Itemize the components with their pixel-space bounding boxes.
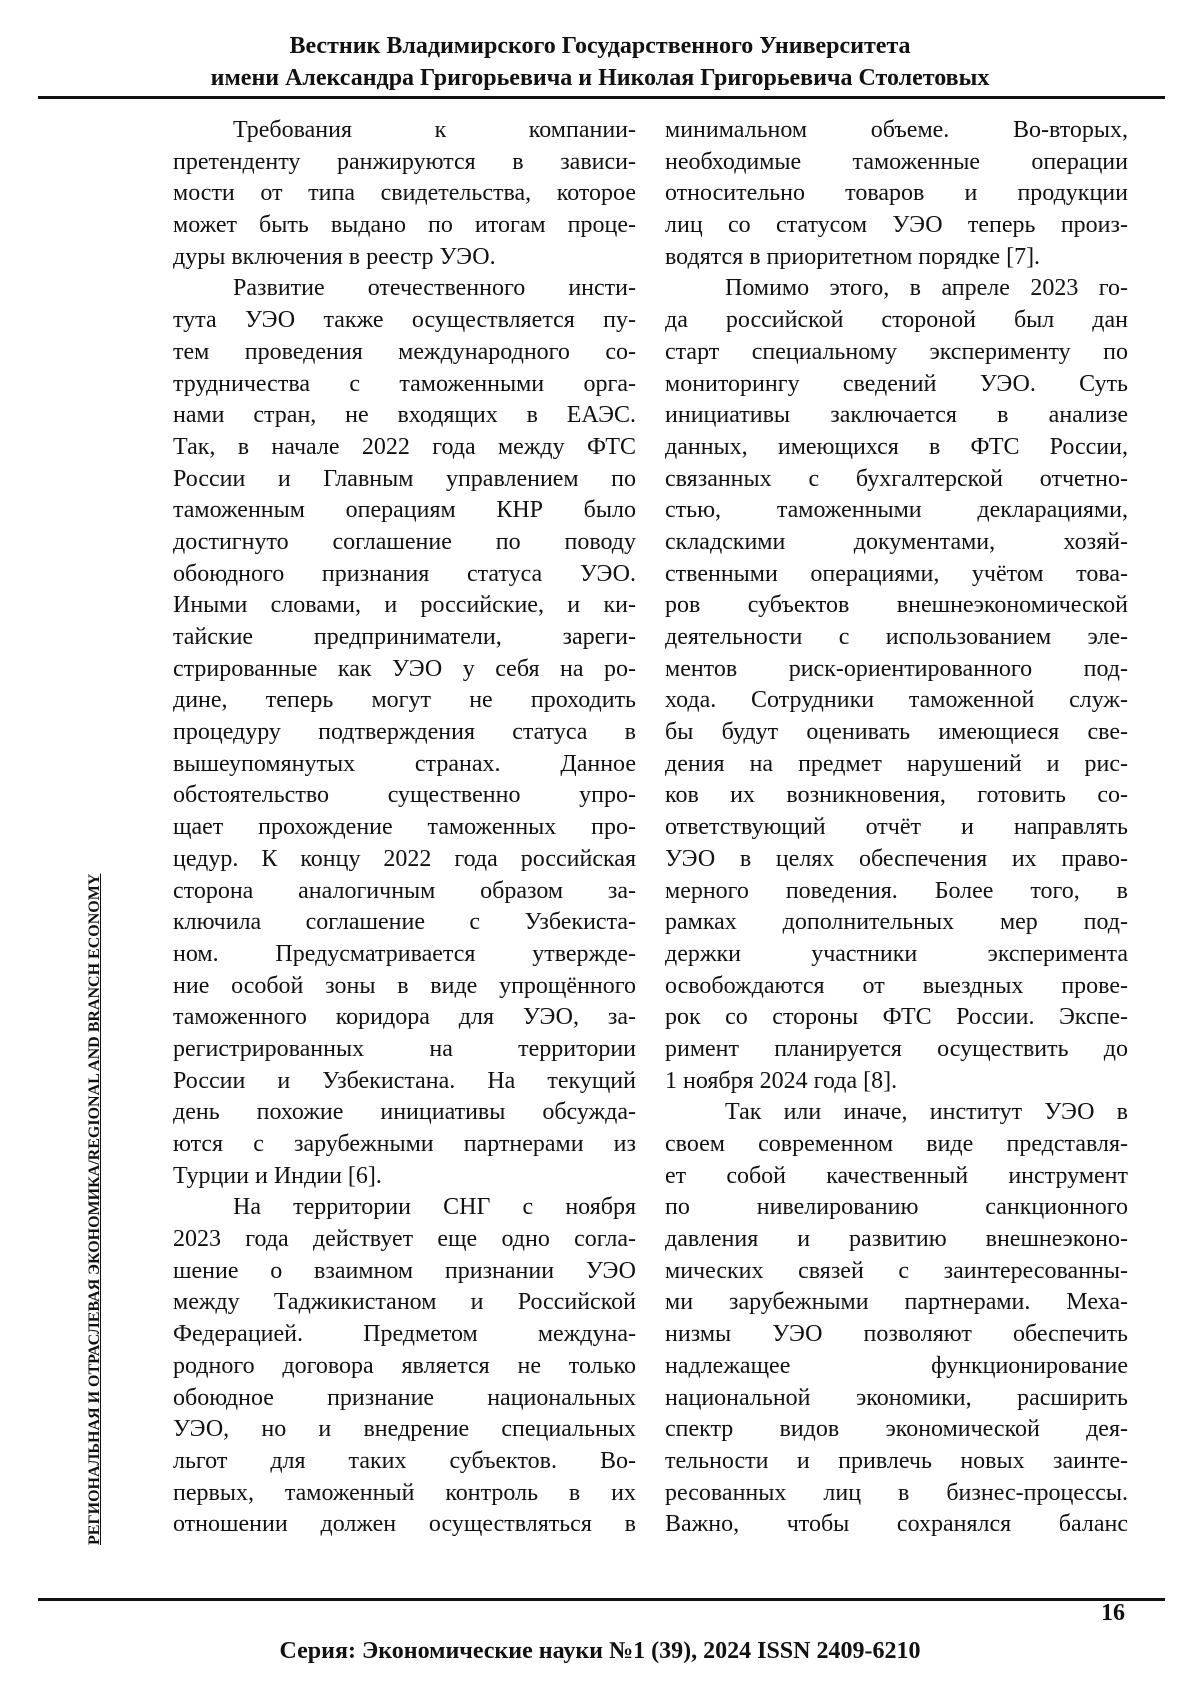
page-number: 16 <box>1101 1600 1125 1626</box>
text-line: тем проведения международного со- <box>173 338 636 365</box>
journal-header <box>0 30 1200 94</box>
text-line: ми зарубежными партнерами. Меха- <box>665 1289 1128 1316</box>
text-line: держки участники эксперимента <box>665 940 1128 967</box>
text-line: Иными словами, и российские, и ки- <box>173 592 636 619</box>
text-line: мических связей с заинтересованны- <box>665 1257 1128 1284</box>
text-line: Турции и Индии [6]. <box>173 1162 382 1189</box>
text-line: складскими документами, хозяй- <box>665 528 1128 555</box>
text-line: Помимо этого, в апреле 2023 го- <box>725 275 1128 302</box>
text-line: низмы УЭО позволяют обеспечить <box>665 1321 1128 1348</box>
text-line: цедур. К концу 2022 года российская <box>173 845 636 872</box>
text-line: ков их возникновения, готовить со- <box>665 782 1128 809</box>
text-line: между Таджикистаном и Российской <box>173 1289 636 1316</box>
text-line: тута УЭО также осуществляется пу- <box>173 307 636 334</box>
text-line: УЭО, но и внедрение специальных <box>173 1416 636 1443</box>
text-line: римент планируется осуществить до <box>665 1035 1128 1062</box>
text-line: по нивелированию санкционного <box>665 1194 1128 1221</box>
text-line: ключила соглашение с Узбекиста- <box>173 909 636 936</box>
text-line: надлежащее функционирование <box>665 1352 1128 1379</box>
text-line: тайские предприниматели, зареги- <box>173 624 636 650</box>
text-line: ресованных лиц в бизнес-процессы. <box>665 1479 1128 1506</box>
text-line: Так, в начале 2022 года между ФТС <box>173 433 636 460</box>
text-line: Требования к компании- <box>233 117 636 143</box>
text-line: ров субъектов внешнеэкономической <box>665 592 1128 619</box>
text-line: давления и развитию внешнеэконо- <box>665 1226 1128 1253</box>
text-line: мерного поведения. Более того, в <box>665 877 1128 904</box>
text-line: процедуру подтверждения статуса в <box>173 719 636 746</box>
text-line: дения на предмет нарушений и рис- <box>665 750 1128 777</box>
text-line: дине, теперь могут не проходить <box>173 687 636 714</box>
text-line: может быть выдано по итогам проце- <box>173 212 636 239</box>
text-line: ются с зарубежными партнерами из <box>173 1131 636 1157</box>
text-line: На территории СНГ с ноября <box>233 1194 636 1221</box>
journal-title-line-2: имени Александра Григорьевича и Николая Григорьевича Столетовых <box>210 65 990 91</box>
text-line: минимальном объеме. Во-вторых, <box>665 117 1128 143</box>
text-line: России и Главным управлением по <box>173 465 636 492</box>
text-line: Федерацией. Предметом междуна- <box>173 1321 636 1348</box>
text-line: мости от типа свидетельства, которое <box>173 180 636 207</box>
text-line: Так или иначе, институт УЭО в <box>725 1099 1128 1126</box>
text-line: ет собой качественный инструмент <box>665 1162 1128 1189</box>
text-line: трудничества с таможенными орга- <box>173 370 636 397</box>
text-line: дуры включения в реестр УЭО. <box>173 243 496 270</box>
text-line: Важно, чтобы сохранялся баланс <box>665 1511 1128 1538</box>
text-line: обоюдное признание национальных <box>173 1384 636 1411</box>
text-line: шение о взаимном признании УЭО <box>173 1257 636 1284</box>
text-line: ние особой зоны в виде упрощённого <box>173 972 636 999</box>
text-line: рамках дополнительных мер под- <box>665 909 1128 936</box>
series-footer: Серия: Экономические науки №1 (39), 2024 ISSN 2409-6210 <box>279 1638 921 1664</box>
text-line: претенденту ранжируются в зависи- <box>173 148 636 175</box>
text-line: хода. Сотрудники таможенной служ- <box>665 687 1128 714</box>
text-line: необходимые таможенные операции <box>665 148 1128 175</box>
text-line: обоюдного признания статуса УЭО. <box>173 560 636 587</box>
text-line: нами стран, не входящих в ЕАЭС. <box>173 402 636 429</box>
text-line: стью, таможенными декларациями, <box>665 497 1128 524</box>
text-line: лиц со статусом УЭО теперь произ- <box>665 212 1128 239</box>
text-line: освобождаются от выездных прове- <box>665 972 1128 999</box>
text-line: щает прохождение таможенных про- <box>173 814 636 841</box>
text-line: ственными операциями, учётом това- <box>665 560 1128 587</box>
text-line: стрированные как УЭО у себя на ро- <box>173 655 636 682</box>
text-line: день похожие инициативы обсужда- <box>173 1099 636 1126</box>
text-line: достигнуто соглашение по поводу <box>173 528 636 555</box>
left-text-column <box>173 115 636 1541</box>
text-line: связанных с бухгалтерской отчетно- <box>665 465 1128 492</box>
text-line: родного договора является не только <box>173 1352 636 1379</box>
text-line: Развитие отечественного инсти- <box>233 275 636 302</box>
footer-divider <box>38 1598 1165 1601</box>
journal-title-line-1: Вестник Владимирского Государственного Университета <box>289 33 911 59</box>
text-line: тельности и привлечь новых заинте- <box>665 1447 1128 1474</box>
text-line: 2023 года действует еще одно согла- <box>173 1226 636 1253</box>
text-line: 1 ноября 2024 года [8]. <box>665 1067 898 1094</box>
text-line: мониторингу сведений УЭО. Суть <box>665 370 1128 397</box>
header-divider <box>38 96 1165 99</box>
right-text-column <box>665 115 1128 1541</box>
text-line: первых, таможенный контроль в их <box>173 1479 636 1506</box>
text-line: национальной экономики, расширить <box>665 1384 1128 1411</box>
text-line: относительно товаров и продукции <box>665 180 1128 207</box>
text-line: старт специальному эксперименту по <box>665 338 1128 365</box>
text-line: ном. Предусматривается утвержде- <box>173 940 636 967</box>
text-line: бы будут оценивать имеющиеся све- <box>665 719 1128 746</box>
text-line: таможенным операциям КНР было <box>173 497 636 524</box>
text-line: данных, имеющихся в ФТС России, <box>665 433 1128 460</box>
text-line: отношении должен осуществляться в <box>173 1511 636 1538</box>
text-line: таможенного коридора для УЭО, за- <box>173 1004 636 1031</box>
text-line: рок со стороны ФТС России. Экспе- <box>665 1004 1128 1031</box>
text-line: обстоятельство существенно упро- <box>173 782 636 809</box>
text-line: России и Узбекистана. На текущий <box>173 1067 636 1094</box>
text-line: ментов риск-ориентированного под- <box>665 655 1128 682</box>
text-line: своем современном виде представля- <box>665 1131 1128 1157</box>
text-line: инициативы заключается в анализе <box>665 402 1128 429</box>
text-line: сторона аналогичным образом за- <box>173 877 636 904</box>
text-line: регистрированных на территории <box>173 1035 636 1062</box>
side-section-label: РЕГИОНАЛЬНАЯ И ОТРАСЛЕВАЯ ЭКОНОМИКА/REGIONAL AND BRANCH ECONOMY <box>86 873 103 1545</box>
text-line: льгот для таких субъектов. Во- <box>173 1447 636 1474</box>
text-line: вышеупомянутых странах. Данное <box>173 750 636 777</box>
text-line: УЭО в целях обеспечения их право- <box>665 845 1128 872</box>
text-line: водятся в приоритетном порядке [7]. <box>665 243 1041 270</box>
text-line: деятельности с использованием эле- <box>665 624 1128 650</box>
text-line: ответствующий отчёт и направлять <box>665 814 1128 841</box>
text-line: спектр видов экономической дея- <box>665 1416 1128 1443</box>
text-line: да российской стороной был дан <box>665 307 1128 334</box>
